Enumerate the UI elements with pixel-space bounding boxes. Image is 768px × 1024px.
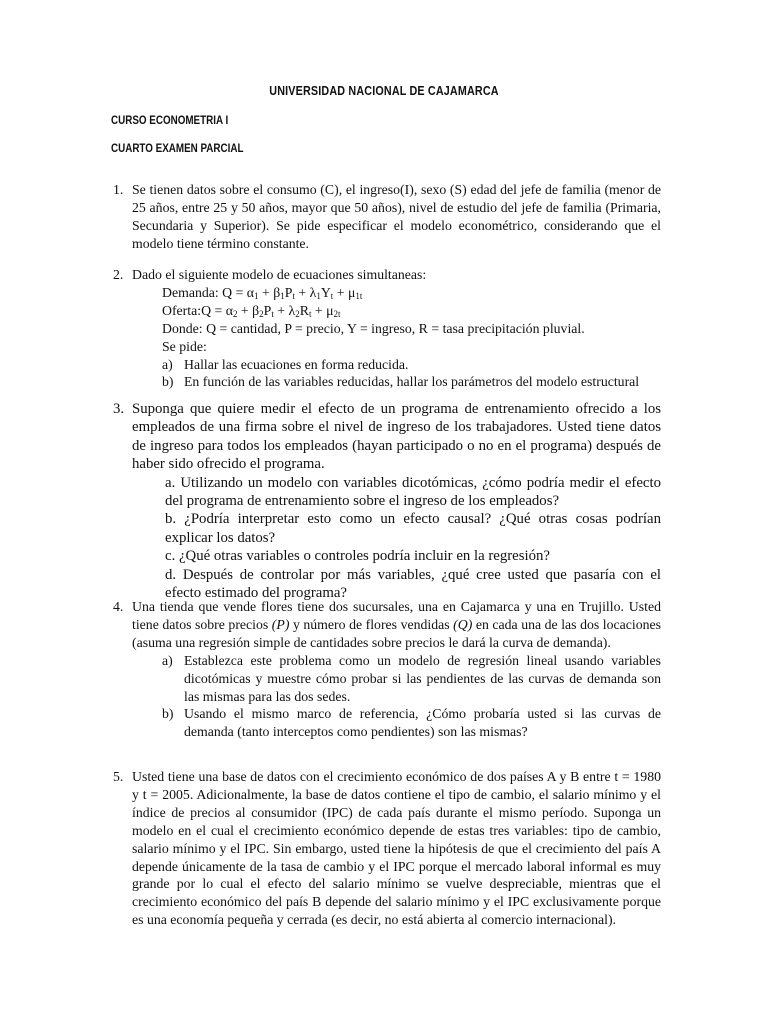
subquestion-label: a): [162, 652, 173, 668]
subquestion-d: d. Después de controlar por más variables, ¿qué cree usted que pasaría con el efecto estimado del programa?: [165, 566, 661, 602]
question-text: Se tienen datos sobre el consumo (C), el ingreso(I), sexo (S) edad del jefe de familia (menor de 25 años, entre 25 y 50 años, mayor que 50 años), nivel de estudio del jefe de familia (Primaria, Secundaria y Superior). Se pide especificar el modelo econométrico, considerando que el modelo tiene término constante.: [132, 182, 661, 251]
subquestion-label: a): [162, 356, 173, 372]
demand-label: Demanda:: [162, 284, 219, 300]
demand-equation: Demanda: $Q = \alpha_1 + \beta_1P_t + \lambda_1Y_t + \mu_{1t}$: [162, 284, 363, 301]
question-number: 1.: [113, 182, 124, 197]
question-4: [113, 598, 661, 741]
supply-label: Oferta:: [162, 302, 202, 318]
subquestion-a: [162, 652, 661, 706]
variable-definitions: Donde: Q = cantidad, P = precio, Y = ingreso, R = tasa precipitación pluvial.: [162, 320, 585, 336]
subquestion-b: b. ¿Podría interpretar esto como un efecto causal? ¿Qué otras cosas podrían explicar los datos?: [165, 511, 661, 546]
subquestion-label: b): [162, 374, 174, 390]
question-intro: Dado el siguiente modelo de ecuaciones simultaneas:: [132, 267, 427, 282]
question-text: Una tienda que vende flores tiene dos sucursales, una en Cajamarca y una en Trujillo. Usted tiene datos sobre precios (P) y número de flores vendidas (Q) en cada una de las dos locaciones (asuma una regresión simple de cantidades sobre precios le dará la curva de demanda).: [132, 599, 661, 650]
course-name: CURSO ECONOMETRIA I: [111, 113, 229, 127]
question-5: [113, 768, 661, 929]
exam-name: CUARTO EXAMEN PARCIAL: [111, 141, 244, 155]
subquestion-a: a. Utilizando un modelo con variables dicotómicas, ¿cómo podría medir el efecto del programa de entrenamiento sobre el ingreso de los empleados?: [165, 474, 661, 510]
question-3: [113, 400, 661, 602]
question-text: Suponga que quiere medir el efecto de un programa de entrenamiento ofrecido a los empleados de una firma sobre el nivel de ingreso de los trabajadores. Usted tiene datos de ingreso para todos los empleados (hayan participado o no en el programa) después de haber sido ofrecido el programa.: [132, 401, 661, 473]
subquestion-text: Usando el mismo marco de referencia, ¿Cómo probaría usted si las curvas de demanda (tanto interceptos como pendientes) son las mismas?: [184, 706, 661, 740]
subquestion-text: En función de las variables reducidas, hallar los parámetros del modelo estructural: [184, 374, 640, 390]
university-title: UNIVERSIDAD NACIONAL DE CAJAMARCA: [269, 84, 499, 98]
question-number: 5.: [113, 769, 124, 784]
supply-equation: Oferta:Q = $\alpha_2 + \beta_2P_t + \lambda_2R_t + \mu_{2t}$: [162, 302, 341, 319]
asks-label: Se pide:: [162, 338, 207, 354]
subquestion-label: b): [162, 706, 174, 722]
subquestion-text: Establezca este problema como un modelo de regresión lineal usando variables dicotómicas y muestre cómo probar si las pendientes de las curvas de demanda son las mismas para las dos sedes.: [184, 652, 661, 704]
question-number: 3.: [113, 401, 125, 417]
question-text: Usted tiene una base de datos con el crecimiento económico de dos países A y B entre t = 1980 y t = 2005. Adicionalmente, la base de datos contiene el tipo de cambio, el salario mínimo y el índice de precios al consumidor (IPC) de cada país durante el mismo período. Suponga un modelo en el cual el crecimiento económico depende de estas tres variables: tipo de cambio, salario mínimo y el IPC. Sin embargo, usted tiene la hipótesis de que el crecimiento del país A depende únicamente de la tasa de cambio y el IPC porque el mercado laboral informal es muy grande por lo cual el efecto del salario mínimo se vuelve despreciable, mientras que el crecimiento económico del país B depende del salario mínimo y el IPC exclusivamente porque es una economía pequeña y cerrada (es decir, no está abierta al comercio internacional).: [132, 769, 661, 928]
subquestion-a: [162, 356, 661, 374]
quantity-variable: (Q): [453, 616, 473, 632]
question-number: 2.: [113, 267, 124, 282]
question-number: 4.: [113, 599, 124, 614]
subquestion-text: Hallar las ecuaciones en forma reducida.: [184, 356, 409, 372]
subquestion-c: c. ¿Qué otras variables o controles podría incluir en la regresión?: [165, 548, 550, 565]
subquestion-b: [162, 373, 661, 391]
question-2: [113, 266, 661, 391]
price-variable: (P): [271, 616, 290, 632]
question-1: [113, 181, 661, 253]
subquestion-b: [162, 705, 661, 741]
